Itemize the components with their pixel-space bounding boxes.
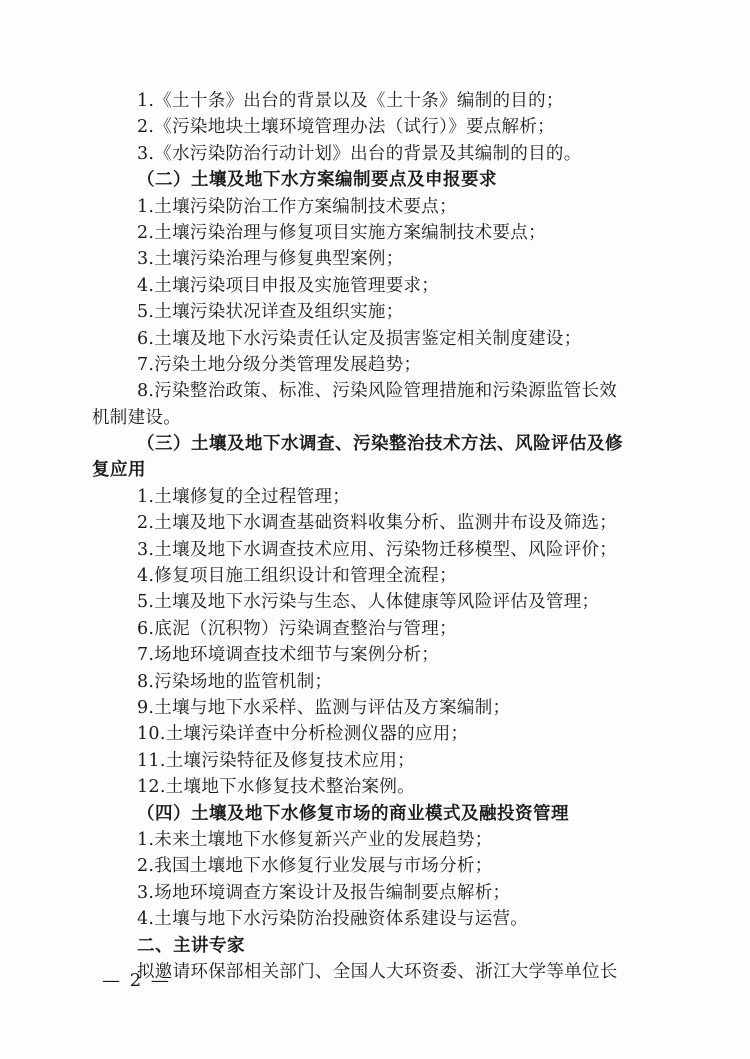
list-item: 2.土壤及地下水调查基础资料收集分析、监测井布设及筛选； <box>137 513 618 534</box>
list-item: 4.土壤与地下水污染防治投融资体系建设与运营。 <box>137 909 529 930</box>
list-item: 1.《土十条》出台的背景以及《土十条》编制的目的； <box>137 91 564 111</box>
list-item: 2.我国土壤地下水修复行业发展与市场分析； <box>137 856 493 877</box>
list-item: 10.土壤污染详查中分析检测仪器的应用； <box>137 724 469 745</box>
list-item: 7.污染土地分级分类管理发展趋势； <box>137 354 422 375</box>
section-heading-three-continuation: 复应用 <box>92 460 146 481</box>
list-item: 1.土壤污染防治工作方案编制技术要点； <box>137 196 457 217</box>
list-item: 7.场地环境调查技术细节与案例分析； <box>137 645 440 666</box>
list-item: 1.未来土壤地下水修复新兴产业的发展趋势； <box>137 829 493 850</box>
list-item: 3.场地环境调查方案设计及报告编制要点解析； <box>137 882 511 903</box>
list-item: 9.土壤与地下水采样、监测与评估及方案编制； <box>137 697 511 718</box>
list-item: 3.土壤及地下水调查技术应用、污染物迁移模型、风险评价； <box>137 539 618 560</box>
list-item: 1.土壤修复的全过程管理； <box>137 486 351 507</box>
list-item: 5.土壤污染状况详查及组织实施； <box>137 302 404 323</box>
list-item: 6.底泥（沉积物）污染调查整治与管理； <box>137 618 457 639</box>
list-item: 5.土壤及地下水污染与生态、人体健康等风险评估及管理； <box>137 592 600 613</box>
document-body <box>92 88 672 985</box>
section-heading-four: （四）土壤及地下水修复市场的商业模式及融投资管理 <box>137 803 569 824</box>
paragraph: 拟邀请环保部相关部门、全国人大环资委、浙江大学等单位长 <box>137 961 618 982</box>
list-item: 11.土壤污染特征及修复技术应用； <box>137 750 415 771</box>
list-item: 8.污染整治政策、标准、污染风险管理措施和污染源监管长效 <box>137 381 618 402</box>
list-item: 3.《水污染防治行动计划》出台的背景及其编制的目的。 <box>137 143 582 164</box>
page-number: — 2 — <box>102 970 171 991</box>
list-item: 2.《污染地块土壤环境管理办法（试行）》要点解析； <box>137 117 555 138</box>
section-heading-three: （三）土壤及地下水调查、污染整治技术方法、风险评估及修 <box>137 434 623 455</box>
section-heading-two: （二）土壤及地下水方案编制要点及申报要求 <box>137 170 497 191</box>
list-item: 3.土壤污染治理与修复典型案例； <box>137 249 404 270</box>
list-item: 4.修复项目施工组织设计和管理全流程； <box>137 566 457 587</box>
list-item: 12.土壤地下水修复技术整治案例。 <box>137 777 415 798</box>
list-item: 4.土壤污染项目申报及实施管理要求； <box>137 275 440 296</box>
list-item: 6.土壤及地下水污染责任认定及损害鉴定相关制度建设； <box>137 328 582 349</box>
part-two-heading: 二、主讲专家 <box>137 935 245 956</box>
list-item: 2.土壤污染治理与修复项目实施方案编制技术要点； <box>137 222 546 243</box>
list-item: 8.污染场地的监管机制； <box>137 671 333 692</box>
list-item-continuation: 机制建设。 <box>92 407 181 428</box>
